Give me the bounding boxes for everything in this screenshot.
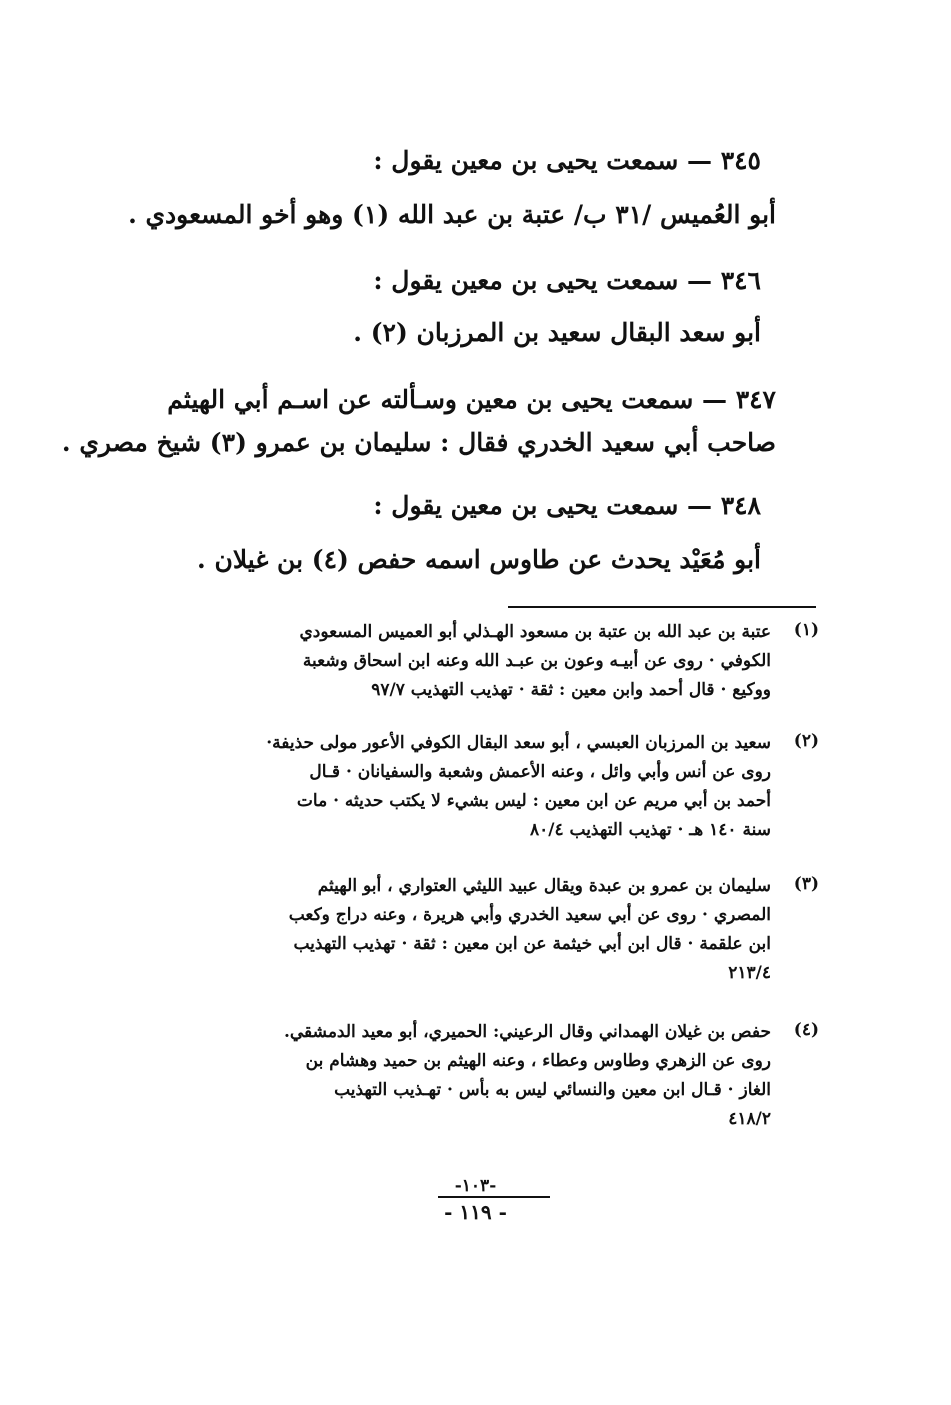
footnote-3 [186,872,771,988]
page-number-rule [438,1196,550,1198]
footnote-1-line-3: ووكيع · قال أحمد وابن معين : ثقة · تهذيب التهذيب ٩٧/٧ [371,680,771,700]
footnote-3-line-4: ٢١٣/٤ [728,963,771,983]
footnote-4-line-1: حفص بن غيلان الهمداني وقال الرعيني: الحميري، أبو معيد الدمشقي. [283,1022,771,1042]
footnote-4 [186,1018,771,1134]
footnote-4-line-4: ٤١٨/٢ [728,1109,771,1129]
footnote-2-line-4: سنة ١٤٠ هـ · تهذيب التهذيب ٨٠/٤ [529,820,771,840]
footnote-4-number: (٤) [793,1020,819,1040]
footnote-1-line-1: عتبة بن عبد الله بن عتبة بن مسعود الهـذلي أبو العميس المسعودي [299,622,771,642]
entry-348-text: أبو مُعَيْد يحدث عن طاوس اسمه حفص (٤) بن غيلان . [197,545,761,574]
entry-345-text: أبو العُميس /٣١ ب/ عتبة بن عبد الله (١) وهو أخو المسعودي . [128,200,776,229]
footnote-4-line-3: الغاز · قـال ابن معين والنسائي ليس به بأس · تهـذيب التهذيب [334,1080,771,1100]
footnote-1-line-2: الكوفي · روى عن أبيـه وعون بن عبـد الله وعنه ابن اسحاق وشعبة [302,651,771,671]
entry-346-heading: ٣٤٦ — سمعت يحيى بن معين يقول : [373,266,761,295]
footnote-1-number: (١) [793,620,819,640]
footnote-2-line-1: سعيد بن المرزبان العبسي ، أبو سعد البقال الكوفي الأعور مولى حذيفة· [266,733,771,753]
entry-348-heading: ٣٤٨ — سمعت يحيى بن معين يقول : [373,491,761,520]
footnote-2 [186,729,771,845]
footnote-3-line-1: سليمان بن عمرو بن عبدة ويقال عبيد الليثي العتواري ، أبو الهيثم [317,876,771,896]
footnote-3-number: (٣) [793,874,819,894]
footnote-divider [508,606,816,608]
entry-347-text: صاحب أبي سعيد الخدري فقال : سليمان بن عمرو (٣) شيخ مصري . [61,428,776,457]
page-number-lower: - ١١٩ - [444,1200,507,1224]
footnote-3-line-2: المصري · روى عن أبي سعيد الخدري وأبي هريرة ، وعنه دراج وكعب [288,905,771,925]
entry-347-heading: ٣٤٧ — سمعت يحيى بن معين وسـألته عن اسـم أبي الهيثم [167,385,776,414]
page-number-upper: -١٠٣- [454,1176,497,1196]
footnote-4-line-2: روى عن الزهري وطاوس وعطاء ، وعنه الهيثم بن حميد وهشام بن [305,1051,771,1071]
footnote-2-number: (٢) [793,731,819,751]
footnote-1 [186,618,771,705]
footnote-3-line-3: ابن علقمة · قال ابن أبي خيثمة عن ابن معين : ثقة · تهذيب التهذيب [293,934,771,954]
entry-346-text: أبو سعد البقال سعيد بن المرزبان (٢) . [353,318,761,347]
footnote-2-line-3: أحمد بن أبي مريم عن ابن معين : ليس بشيء لا يكتب حديثه · مات [296,791,771,811]
entry-345-heading: ٣٤٥ — سمعت يحيى بن معين يقول : [373,146,761,175]
footnote-2-line-2: روى عن أنس وأبي وائل ، وعنه الأعمش وشعبة والسفيانان · قـال [309,762,771,782]
